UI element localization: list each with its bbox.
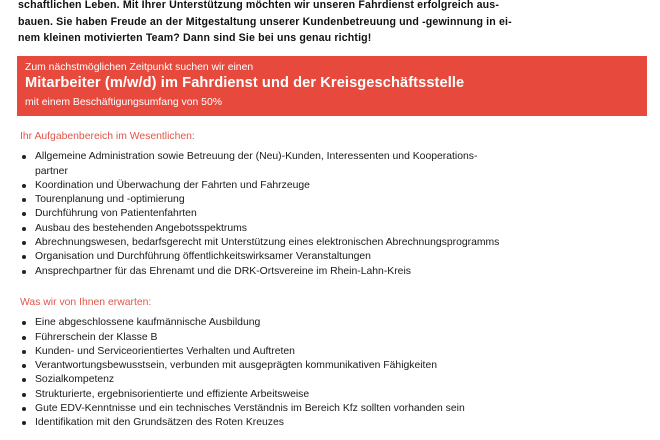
list-item-text: Identifikation mit den Grundsätzen des Roten Kreuzes — [35, 417, 284, 429]
intro-line: schaftlichen Leben. Mit Ihrer Unterstützung möchten wir unseren Fahrdienst erfolgreich aus- — [18, 0, 500, 11]
expectations-section — [20, 296, 640, 431]
list-item — [20, 388, 640, 402]
banner-intro-text: Zum nächstmöglichen Zeitpunkt suchen wir einen — [25, 62, 254, 73]
list-item-text: Führerschein der Klasse B — [35, 331, 158, 343]
bullet-icon — [22, 378, 26, 382]
bullet-icon — [22, 184, 26, 188]
list-item — [20, 402, 640, 416]
list-item — [20, 150, 640, 179]
list-item — [20, 345, 640, 359]
bullet-icon — [22, 393, 26, 397]
bullet-icon — [22, 321, 26, 325]
list-item-text: Tourenplanung und -optimierung — [35, 194, 185, 206]
bullet-icon — [22, 336, 26, 340]
job-title-banner — [17, 56, 647, 116]
bullet-icon — [22, 270, 26, 274]
list-item — [20, 207, 640, 221]
expectations-list — [20, 316, 640, 430]
list-item — [20, 193, 640, 207]
list-item-text: Durchführung von Patientenfahrten — [35, 208, 197, 220]
list-item — [20, 416, 640, 430]
list-item — [20, 359, 640, 373]
bullet-icon — [22, 212, 26, 216]
intro-line: bauen. Sie haben Freude an der Mitgestaltung unserer Kundenbetreuung und -gewinnung in ei- — [18, 15, 512, 28]
list-item — [20, 331, 640, 345]
expectations-heading: Was wir von Ihnen erwarten: — [20, 297, 152, 308]
list-item-text: Ansprechpartner für das Ehrenamt und die DRK-Ortsvereine im Rhein-Lahn-Kreis — [35, 265, 411, 277]
intro-line: nem kleinen motivierten Team? Dann sind Sie bei uns genau richtig! — [18, 32, 372, 44]
job-title: Mitarbeiter (m/w/d) im Fahrdienst und der Kreisgeschäftsstelle — [25, 75, 465, 91]
list-item-text: Gute EDV-Kenntnisse und ein technisches Verständnis im Bereich Kfz sollten vorhanden sein — [35, 403, 465, 415]
list-item-continuation: partner — [35, 165, 68, 177]
tasks-list — [20, 150, 640, 279]
bullet-icon — [22, 241, 26, 245]
bullet-icon — [22, 350, 26, 354]
bullet-icon — [22, 155, 26, 159]
list-item-text: Kunden- und Serviceorientiertes Verhalten und Auftreten — [35, 345, 295, 357]
list-item — [20, 179, 640, 193]
list-item — [20, 373, 640, 387]
bullet-icon — [22, 407, 26, 411]
intro-paragraph — [18, 0, 654, 47]
list-item-text: Organisation und Durchführung öffentlichkeitswirksamer Veranstaltungen — [35, 251, 371, 263]
bullet-icon — [22, 198, 26, 202]
list-item-text: Ausbau des bestehenden Angebotsspektrums — [35, 222, 248, 234]
bullet-icon — [22, 421, 26, 425]
employment-scope-text: mit einem Beschäftigungsumfang von 50% — [25, 97, 222, 108]
list-item — [20, 236, 640, 250]
list-item — [20, 222, 640, 236]
list-item-text: Strukturierte, ergebnisorientierte und effiziente Arbeitsweise — [35, 388, 310, 400]
list-item-text: Eine abgeschlossene kaufmännische Ausbildung — [35, 317, 261, 329]
list-item — [20, 316, 640, 330]
list-item — [20, 265, 640, 279]
tasks-heading: Ihr Aufgabenbereich im Wesentlichen: — [20, 131, 195, 142]
bullet-icon — [22, 227, 26, 231]
list-item-text: Allgemeine Administration sowie Betreuung der (Neu)-Kunden, Interessenten und Kooperations- — [35, 151, 478, 163]
list-item — [20, 250, 640, 264]
list-item-text: Verantwortungsbewusstsein, verbunden mit ausgeprägten kommunikativen Fähigkeiten — [35, 360, 438, 372]
list-item-text: Sozialkompetenz — [35, 374, 115, 386]
bullet-icon — [22, 255, 26, 259]
bullet-icon — [22, 364, 26, 368]
list-item-text: Koordination und Überwachung der Fahrten und Fahrzeuge — [35, 179, 310, 191]
tasks-section — [20, 130, 640, 279]
list-item-text: Abrechnungswesen, bedarfsgerecht mit Unterstützung eines elektronischen Abrechnungsprogramms — [35, 237, 500, 249]
